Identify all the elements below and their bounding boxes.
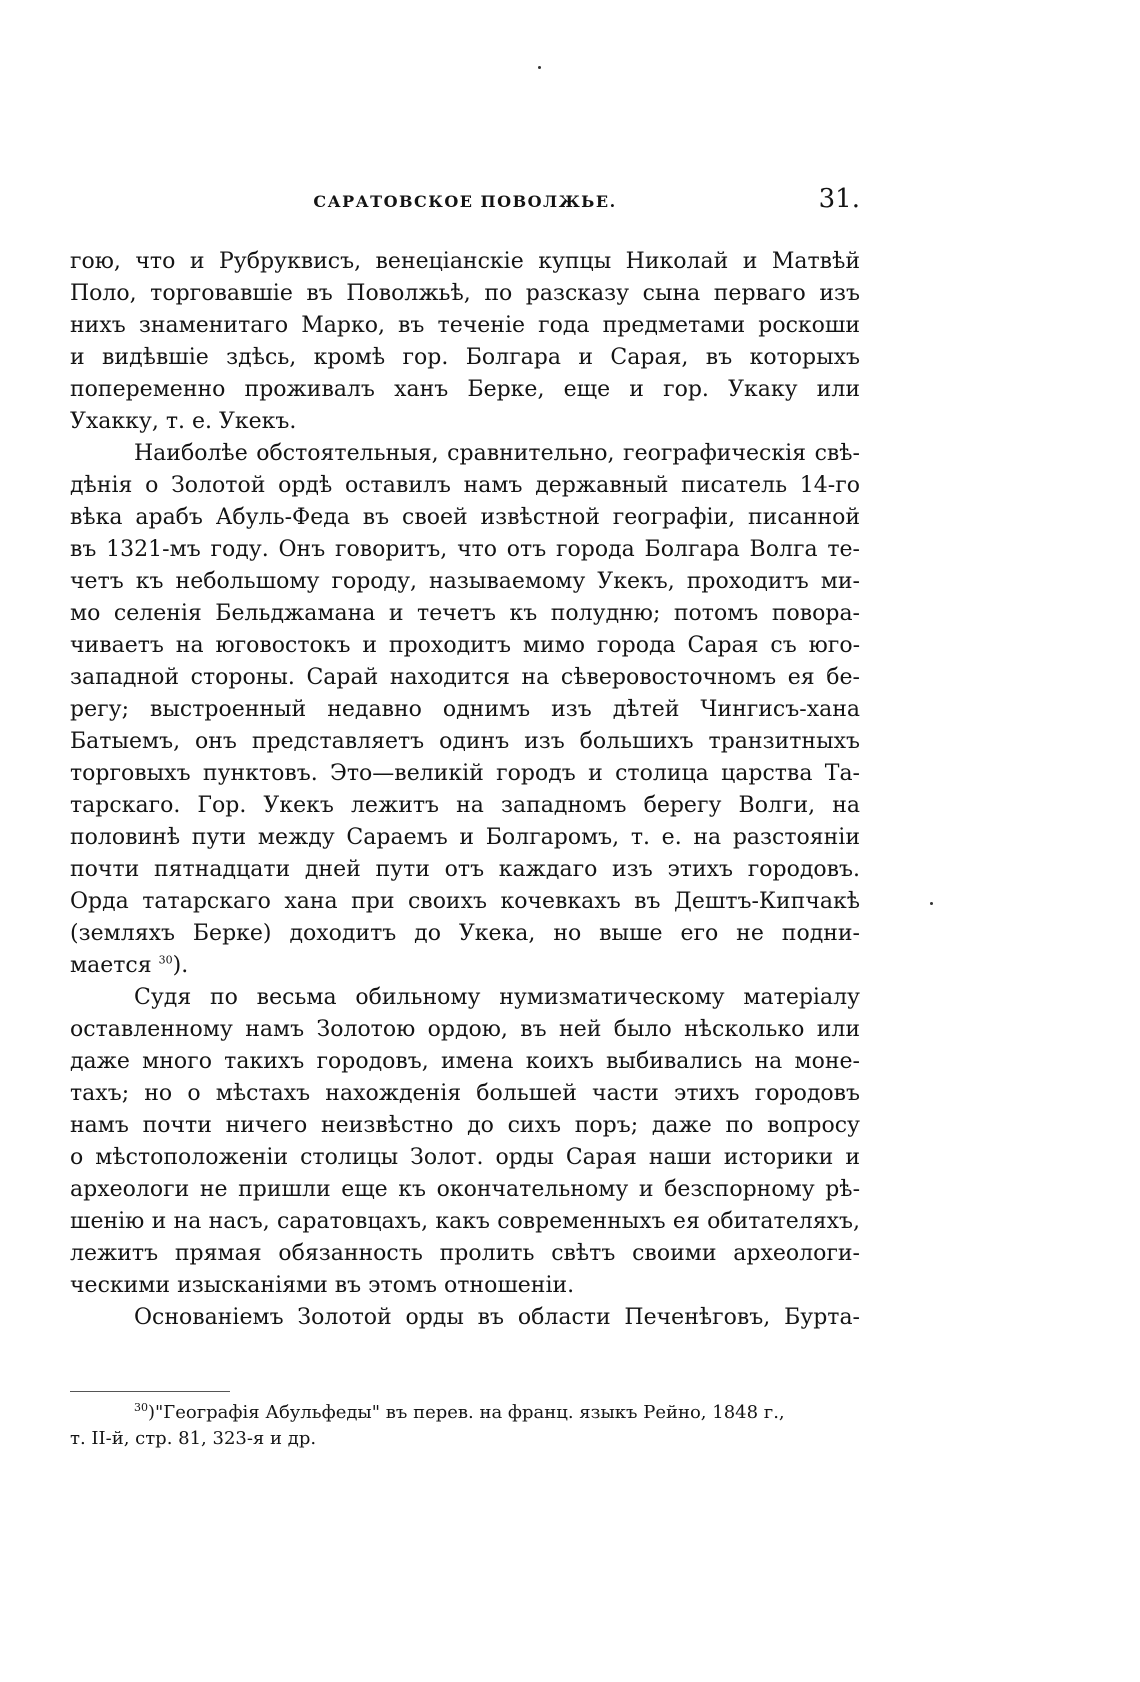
text-line: Поло, торговавшіе въ Поволжьѣ, по разсказу сына перваго изъ — [70, 281, 860, 306]
text-line: попеременно проживалъ ханъ Берке, еще и гор. Укаку или — [70, 377, 860, 402]
text-line: половинѣ пути между Сараемъ и Болгаромъ, т. е. на разстояніи — [70, 825, 860, 850]
page-number: 31. — [818, 184, 860, 214]
text-line: торговыхъ пунктовъ. Это—великій городъ и столица царства Та- — [70, 761, 860, 786]
text-line: Орда татарскаго хана при своихъ кочевкахъ въ Дештъ-Кипчакѣ — [70, 889, 860, 914]
text-line: почти пятнадцати дней пути отъ каждаго изъ этихъ городовъ. — [70, 857, 860, 882]
body-text — [70, 246, 860, 1334]
text-line: чиваетъ на юговостокъ и проходитъ мимо города Сарая съ юго- — [70, 633, 860, 658]
text-line: Судя по весьма обильному нумизматическому матеріалу — [134, 985, 860, 1010]
text-fragment: ). — [172, 953, 189, 978]
text-line: мо селенія Бельджамана и течетъ къ полудню; потомъ повора- — [70, 601, 860, 626]
text-line-with-note — [70, 950, 860, 982]
text-line: даже много такихъ городовъ, имена коихъ выбивались на моне- — [70, 1049, 860, 1074]
text-line: оставленному намъ Золотою ордою, въ ней было нѣсколько или — [70, 1017, 860, 1042]
text-line: лежитъ прямая обязанность пролить свѣтъ своими археологи- — [70, 1241, 860, 1266]
text-fragment: мается — [70, 953, 152, 978]
text-line: о мѣстоположеніи столицы Золот. орды Сарая наши историки и — [70, 1145, 860, 1170]
footnotes — [70, 1400, 860, 1452]
text-line: шенію и на насъ, саратовцахъ, какъ современныхъ ея обитателяхъ, — [70, 1209, 860, 1234]
text-line: западной стороны. Сарай находится на сѣверовосточномъ ея бе- — [70, 665, 860, 690]
text-line: вѣка арабъ Абуль-Феда въ своей извѣстной географіи, писанной — [70, 505, 860, 530]
footnote-reference: 30 — [158, 953, 173, 967]
text-line: и видѣвшіе здѣсь, кромѣ гор. Болгара и Сарая, въ которыхъ — [70, 345, 860, 370]
footnote-text: )"Географія Абульфеды" въ перев. на франц. языкъ Рейно, 1848 г., — [148, 1402, 785, 1423]
text-line: (земляхъ Берке) доходитъ до Укека, но выше его не подни- — [70, 921, 860, 946]
text-line: намъ почти ничего неизвѣстно до сихъ поръ; даже по вопросу — [70, 1113, 860, 1138]
text-line: Батыемъ, онъ представляетъ одинъ изъ большихъ транзитныхъ — [70, 729, 860, 754]
text-line: нихъ знаменитаго Марко, въ теченіе года предметами роскоши — [70, 313, 860, 338]
footnote-line: т. II-й, стр. 81, 323-я и др. — [70, 1428, 317, 1449]
text-line: Ухакку, т. е. Укекъ. — [70, 409, 297, 434]
running-head: САРАТОВСКОЕ ПОВОЛЖЬЕ. — [313, 192, 617, 211]
text-line: Основаніемъ Золотой орды въ области Печенѣговъ, Бурта- — [134, 1305, 860, 1330]
page-header — [70, 184, 860, 220]
text-line: Наиболѣе обстоятельныя, сравнительно, географическія свѣ- — [134, 441, 860, 466]
text-line: тахъ; но о мѣстахъ нахожденія большей части этихъ городовъ — [70, 1081, 860, 1106]
print-speck — [930, 902, 933, 905]
text-line: дѣнія о Золотой ордѣ оставилъ намъ державный писатель 14-го — [70, 473, 860, 498]
footnote-marker: 30 — [134, 1401, 148, 1414]
text-line: археологи не пришли еще къ окончательному и безспорному рѣ- — [70, 1177, 860, 1202]
text-line: тарскаго. Гор. Укекъ лежитъ на западномъ берегу Волги, на — [70, 793, 860, 818]
footnote-divider — [70, 1391, 230, 1392]
text-line: регу; выстроенный недавно однимъ изъ дѣтей Чингисъ-хана — [70, 697, 860, 722]
footnote-line — [70, 1400, 860, 1426]
text-line: гою, что и Рубруквисъ, венеціанскіе купцы Николай и Матвѣй — [70, 249, 860, 274]
text-line: въ 1321-мъ году. Онъ говоритъ, что отъ города Болгара Волга те- — [70, 537, 860, 562]
text-line: четъ къ небольшому городу, называемому Укекъ, проходитъ ми- — [70, 569, 860, 594]
print-speck — [538, 66, 541, 69]
text-line: ческими изысканіями въ этомъ отношеніи. — [70, 1273, 575, 1298]
